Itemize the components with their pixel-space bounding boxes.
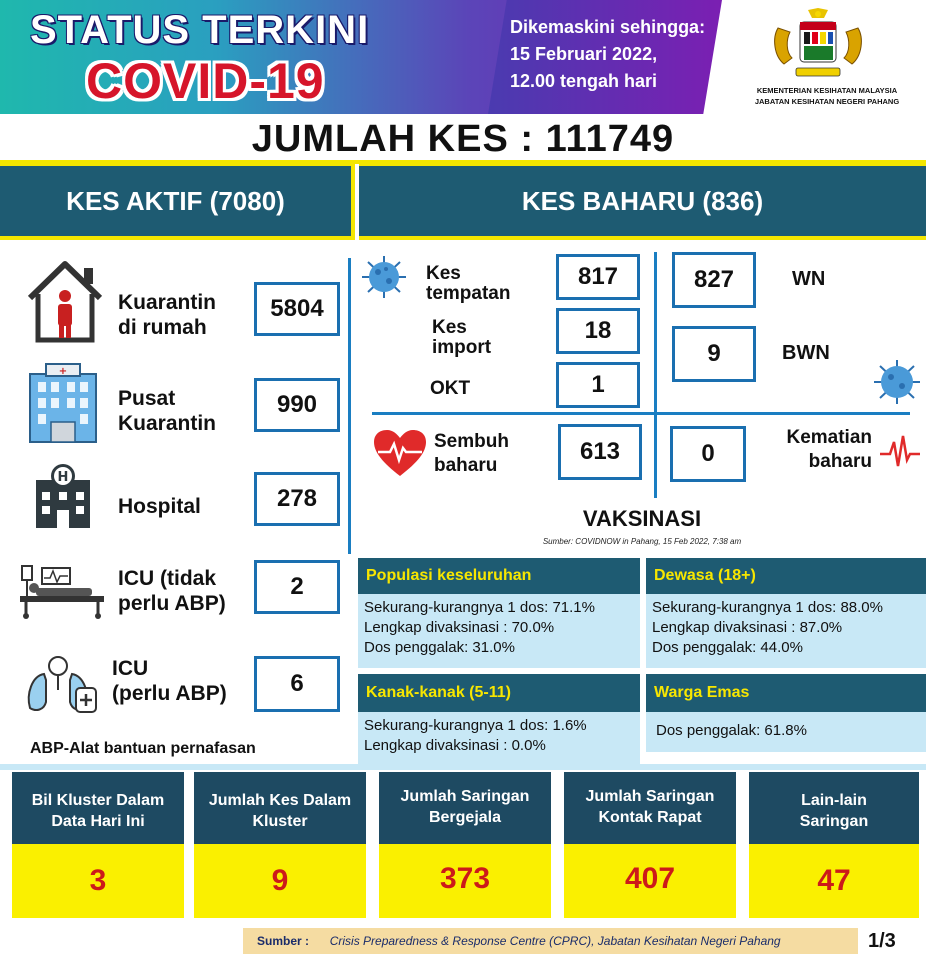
update-line-2: 15 Februari 2022, (510, 44, 658, 64)
svg-text:H: H (57, 470, 69, 485)
panel-elderly-body: Dos penggalak: 61.8% (646, 712, 926, 752)
deaths-value: 0 (670, 426, 746, 482)
import-cases-value: 18 (556, 308, 640, 354)
stat-close-contact-label: Jumlah Saringan Kontak Rapat (564, 772, 736, 844)
okt-label: OKT (430, 378, 471, 399)
stat-symptomatic-value: 373 (379, 844, 551, 918)
local-cases-label: Kes tempatan (426, 263, 511, 304)
panel-children-body: Sekurang-kurangnya 1 dos: 1.6% Lengkap divaksinasi : 0.0% (358, 712, 640, 764)
panel-adults-body: Sekurang-kurangnya 1 dos: 88.0% Lengkap divaksinasi : 87.0% Dos penggalak: 44.0% (646, 594, 926, 668)
ministry-name: KEMENTERIAN KESIHATAN MALAYSIA (756, 86, 898, 95)
header-banner (0, 0, 926, 114)
stat-cluster-cases-value: 9 (194, 844, 366, 918)
update-line-3: 12.00 tengah hari (510, 71, 658, 91)
svg-text:+: + (58, 366, 68, 377)
hospital-value: 278 (254, 472, 340, 526)
home-quarantine-label: Kuarantin di rumah (118, 291, 217, 339)
recovered-label: Sembuh baharu (434, 431, 509, 476)
icu-no-ventilator-label: ICU (tidak perlu ABP) (118, 567, 226, 615)
panel-adults-title: Dewasa (18+) (646, 558, 926, 594)
bwn-value: 9 (672, 326, 756, 382)
hospital-icon (32, 462, 94, 530)
lungs-icon (22, 654, 102, 716)
update-date (510, 14, 720, 95)
bwn-label: BWN (782, 342, 830, 364)
department-name: JABATAN KESIHATAN NEGERI PAHANG (754, 97, 900, 106)
building-icon (26, 362, 100, 444)
divider-vertical-main (348, 258, 351, 554)
heart-icon (372, 428, 428, 478)
coat-of-arms-logo (770, 8, 866, 84)
wn-value: 827 (672, 252, 756, 308)
okt-value: 1 (556, 362, 640, 408)
title-status: STATUS TERKINI (30, 8, 370, 52)
home-quarantine-value: 5804 (254, 282, 340, 336)
stats-top-band (0, 764, 926, 770)
total-cases: JUMLAH KES : 111749 (251, 118, 675, 160)
source-label: Sumber : (257, 934, 310, 948)
new-cases-header: KES BAHARU (836) (359, 162, 926, 240)
panel-elderly-title: Warga Emas (646, 674, 926, 712)
hospital-label: Hospital (118, 495, 201, 518)
virus-icon-2 (870, 358, 924, 406)
stat-cluster-cases-label: Jumlah Kes Dalam Kluster (194, 772, 366, 844)
source-text: Crisis Preparedness & Response Centre (CPRC), Jabatan Kesihatan Negeri Pahang (329, 934, 781, 948)
icu-ventilator-label: ICU (perlu ABP) (112, 657, 227, 705)
page-number: 1/3 (868, 930, 896, 952)
deaths-label: Kematian baharu (786, 427, 872, 472)
vaccination-title: VAKSINASI (582, 506, 702, 531)
divider-horizontal (372, 412, 910, 415)
active-cases-header: KES AKTIF (7080) (0, 162, 355, 240)
pulse-line-icon (878, 432, 922, 472)
quarantine-centre-label: Pusat Kuarantin (118, 387, 217, 435)
panel-overall-body: Sekurang-kurangnya 1 dos: 71.1% Lengkap divaksinasi : 70.0% Dos penggalak: 31.0% (358, 594, 640, 668)
abp-footnote: ABP-Alat bantuan pernafasan (30, 740, 256, 757)
house-person-icon (26, 260, 104, 344)
stat-other-value: 47 (749, 844, 919, 918)
stat-clusters-value: 3 (12, 844, 184, 918)
stat-clusters-label: Bil Kluster Dalam Data Hari Ini (12, 772, 184, 844)
recovered-value: 613 (558, 424, 642, 480)
stat-symptomatic-label: Jumlah Saringan Bergejala (379, 772, 551, 844)
divider-vertical-inner (654, 252, 657, 498)
wn-label: WN (792, 268, 826, 290)
panel-children-title: Kanak-kanak (5-11) (358, 674, 640, 712)
panel-overall-title: Populasi keseluruhan (358, 558, 640, 594)
icu-no-ventilator-value: 2 (254, 560, 340, 614)
local-cases-value: 817 (556, 254, 640, 300)
vaccination-source: Sumber: COVIDNOW in Pahang, 15 Feb 2022, 7:38 am (542, 537, 742, 546)
quarantine-centre-value: 990 (254, 378, 340, 432)
stat-other-label: Lain-lain Saringan (749, 772, 919, 844)
update-line-1: Dikemaskini sehingga: (510, 17, 706, 37)
virus-icon (356, 254, 412, 300)
title-covid: COVID-19 (86, 53, 325, 109)
stat-close-contact-value: 407 (564, 844, 736, 918)
icu-bed-icon (16, 562, 108, 620)
source-footer (243, 928, 858, 954)
import-cases-label: Kes import (432, 317, 492, 358)
icu-ventilator-value: 6 (254, 656, 340, 712)
